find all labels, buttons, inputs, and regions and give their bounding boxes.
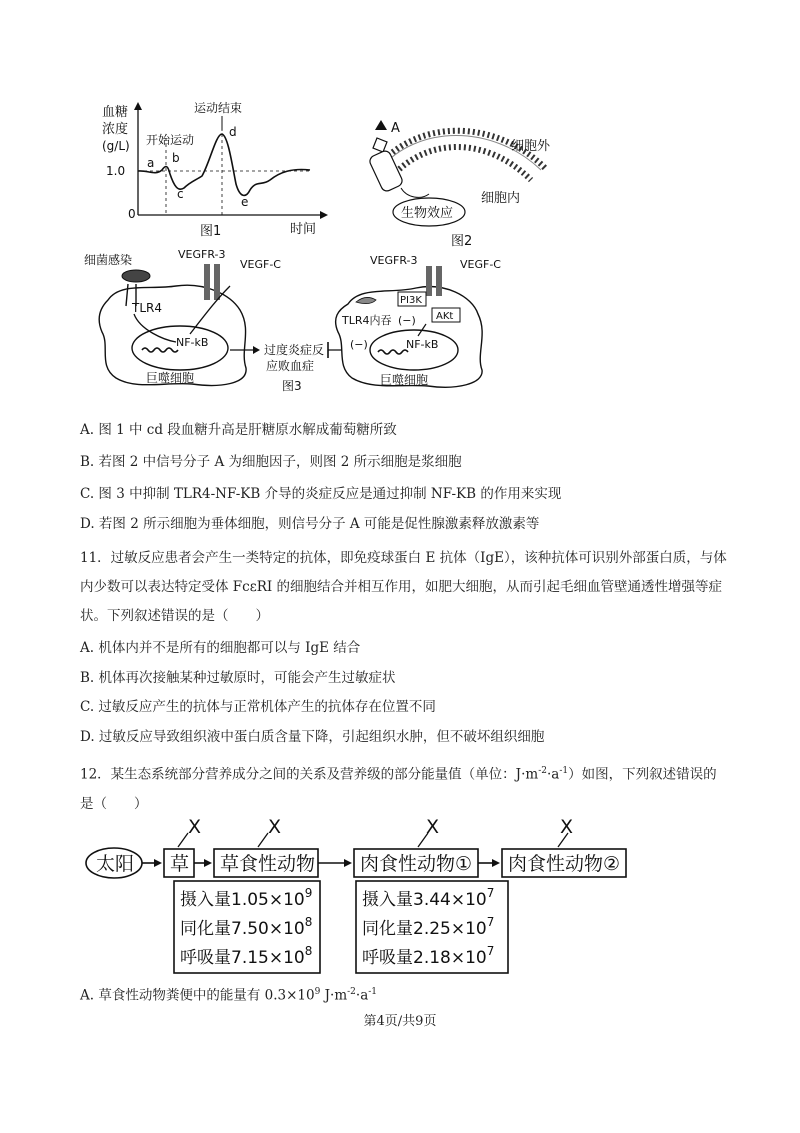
flow-sun: 太阳 [96,853,135,875]
fig3-macrophage-left: 巨噬细胞 [146,371,195,385]
q10-option-b: B. 若图 2 中信号分子 A 为细胞因子，则图 2 所示细胞是浆细胞 [80,454,462,470]
herb-stat-intake-label: 摄入量1.05×10 [180,890,305,910]
herb-stat-assim-label: 同化量7.50×10 [180,919,305,939]
carn-stat-resp-exp: 7 [486,944,495,958]
fig2-caption: 图2 [451,234,473,249]
figure-2 [355,110,575,250]
q10-option-d: D. 若图 2 所示细胞为垂体细胞，则信号分子 A 可能是促性腺激素释放激素等 [80,516,540,532]
carn-stat-assim [362,915,494,939]
fig3-pi3k-label: PI3K [400,295,422,306]
flow-x-herb: X [268,816,282,838]
figure-1 [100,100,340,240]
q12-stem-part2: ）如图，下列叙述错误的是（ ） [80,766,717,812]
figure-3 [80,250,540,398]
flow-arrowhead-herb-carn1 [344,859,352,867]
fig1-point-e: e [241,195,249,209]
fig1-ylabel-unit: (g/L) [102,139,130,153]
fig3-macrophage-right: 巨噬细胞 [380,373,429,387]
fig2-inside-label: 细胞内 [481,191,521,206]
q12-option-a-part2: J·m [320,987,348,1004]
fig3-infection-label: 细菌感染 [84,253,133,267]
fig3-minus-a: (−) [350,338,368,351]
fig3-sepsis-line2: 应败血症 [266,359,315,373]
q11-option-d: D. 过敏反应导致组织液中蛋白质含量下降，引起组织水肿，但不破坏组织细胞 [80,729,545,745]
q11-option-b: B. 机体再次接触某种过敏原时，可能会产生过敏症状 [80,670,396,686]
fig1-origin: 0 [128,207,136,221]
herb-stat-intake [180,886,312,910]
herb-stat-resp-exp: 8 [304,944,313,958]
fig3-vegfr-right: VEGFR-3 [370,254,418,267]
q12-option-a-part1: A. 草食性动物粪便中的能量有 0.3×10 [80,987,315,1004]
q12-option-a-sup2: -2 [347,987,356,997]
carn-stat-intake-label: 摄入量3.44×10 [362,890,487,910]
q12-option-a-sup3: -1 [368,987,378,997]
fig1-point-c: c [177,187,184,201]
fig1-ylabel-line2: 浓度 [102,122,129,137]
fig1-end-label: 运动结束 [194,101,243,115]
fig2-outside-label: 细胞外 [511,139,551,154]
fig1-y-tick: 1.0 [106,164,126,178]
carn-stat-resp-label: 呼吸量2.18×10 [362,948,487,968]
fig1-start-label: 开始运动 [146,133,195,147]
fig3-bacterium [122,270,150,282]
q12-stem [80,757,730,819]
q11-option-c: C. 过敏反应产生的抗体与正常机体产生的抗体存在位置不同 [80,699,436,715]
fig3-nfkb-right: NF-kB [406,338,439,351]
q12-stem-mid: ·a [546,766,560,783]
fig1-point-d: d [229,125,237,139]
fig1-xlabel: 时间 [290,222,317,237]
carn-stat-intake [362,886,494,910]
fig3-vegfc-right: VEGF-C [460,258,501,271]
carn-stat-intake-exp: 7 [486,886,495,900]
herb-stat-assim [180,915,312,939]
q11-stem: 11．过敏反应患者会产生一类特定的抗体，即免疫球蛋白 E 抗体（IgE），该种抗体可识别外部蛋白质，与体内少数可以表达特定受体 FcεRI 的细胞结合并相互作用，如肥大细胞，从而引起毛细血管壁通透性增强等症状。下列叙述错误的是（ ） [80,550,727,624]
fig3-tlr4-internal: TLR4内吞 [342,314,392,327]
flow-arrowhead-carn1-carn2 [492,859,500,867]
fig3-minus-b: (−) [398,314,416,327]
fig2-receptor [368,138,404,193]
fig1-x-arrow [320,211,328,219]
flow-carnivore2: 肉食性动物② [508,853,621,875]
fig1-point-a: a [147,156,155,170]
flow-arrowhead-sun-grass [154,859,162,867]
fig2-effect-arrow [401,188,429,197]
carn-stat-assim-label: 同化量2.25×10 [362,919,487,939]
q12-stem-part1: 12．某生态系统部分营养成分之间的关系及营养级的部分能量值（单位：J·m [80,766,539,783]
flow-x-carn1: X [426,816,440,838]
fig2-signal-a [375,120,387,130]
herb-stat-intake-exp: 9 [304,886,313,900]
flow-x-arrow-herb [258,833,268,847]
fig3-sepsis-line1: 过度炎症反 [264,343,325,357]
flow-carnivore1: 肉食性动物① [360,853,473,875]
q12-option-a-sup1: 9 [314,987,321,997]
carn-stat-resp [362,944,494,968]
carn-stat-assim-exp: 7 [486,915,495,929]
fig1-point-b: b [172,151,180,165]
fig1-caption: 图1 [200,224,222,239]
flow-arrowhead-grass-herb [204,859,212,867]
fig1-ylabel-line1: 血糖 [102,105,129,120]
fig3-vegfr-left: VEGFR-3 [178,250,226,261]
herb-stat-resp [180,944,312,968]
fig3-tlr4-label: TLR4 [132,301,162,315]
fig2-signal-label: A [391,121,400,136]
fig2-effect-label: 生物效应 [401,206,454,221]
fig1-y-arrow [134,102,142,110]
q12-option-a-part3: ·a [355,987,369,1004]
page-footer: 第4页/共9页 [363,1014,437,1029]
flow-x-arrow-grass [178,833,188,847]
q12-option-a [80,982,730,1006]
energy-flow-diagram [82,815,642,975]
q11-option-a: A. 机体内并不是所有的细胞都可以与 IgE 结合 [80,640,361,656]
q10-option-a: A. 图 1 中 cd 段血糖升高是肝糖原水解成葡萄糖所致 [80,422,397,438]
q12-stem-sup1: -2 [538,766,547,776]
flow-x-carn2: X [560,816,574,838]
herb-stat-assim-exp: 8 [304,915,313,929]
q12-stem-sup2: -1 [559,766,569,776]
flow-grass: 草 [170,853,190,875]
fig3-mid-arrowhead [253,346,260,354]
flow-x-grass: X [188,816,202,838]
flow-herbivore: 草食性动物 [220,853,316,875]
herb-stat-resp-label: 呼吸量7.15×10 [180,948,305,968]
fig3-vegfc-left: VEGF-C [240,258,281,271]
q10-option-c: C. 图 3 中抑制 TLR4-NF-KB 介导的炎症反应是通过抑制 NF-KB 的作用来实现 [80,486,562,502]
fig3-nfkb-left: NF-kB [176,336,209,349]
fig3-caption: 图3 [282,379,302,393]
fig3-akt-label: AKt [436,311,454,322]
